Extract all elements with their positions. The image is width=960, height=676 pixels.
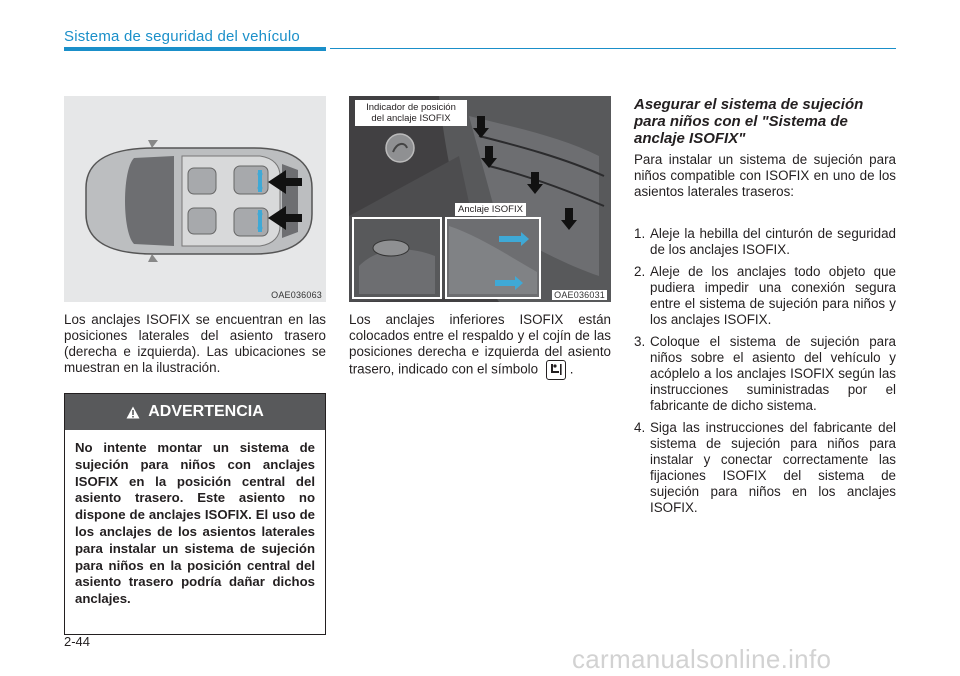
figure-code: OAE036031	[554, 290, 605, 300]
warning-triangle-icon	[126, 406, 140, 419]
header-divider	[330, 48, 896, 49]
step-number: 4.	[634, 420, 646, 435]
watermark: carmanualsonline.info	[572, 644, 832, 674]
list-item	[634, 226, 896, 258]
right-intro: Para instalar un sistema de sujeción para niños compatible con ISOFIX en uno de los asientos laterales traseros:	[634, 152, 896, 199]
list-item	[634, 264, 896, 328]
step-number: 3.	[634, 334, 646, 349]
section-title-rule	[64, 47, 326, 51]
indicator-callout-line1: Indicador de posición	[366, 102, 456, 113]
warning-box	[64, 393, 326, 635]
rear-seat-figure	[349, 96, 611, 302]
warning-title: ADVERTENCIA	[148, 403, 264, 420]
step-text: Aleje de los anclajes todo objeto que pudiera impedir una conexión segura entre el sistema de sujeción para niños y los anclajes ISOFIX.	[650, 264, 896, 327]
step-text: Coloque el sistema de sujeción para niños sobre el asiento del vehículo y acóplelo a los anclajes ISOFIX según las instrucciones suministradas por el fabricante de dicho sistema.	[650, 334, 896, 413]
middle-paragraph-end: .	[569, 361, 574, 377]
indicator-callout-line2: del anclaje ISOFIX	[371, 113, 451, 124]
middle-paragraph	[349, 312, 611, 380]
middle-paragraph-text: Los anclajes inferiores ISOFIX están colocados entre el respaldo y el cojín de las posiciones derecha e izquierda del asiento trasero, indicado con el símbolo	[349, 312, 611, 377]
step-number: 1.	[634, 226, 646, 241]
section-title: Sistema de seguridad del vehículo	[64, 28, 300, 45]
list-item	[634, 334, 896, 414]
car-top-view-figure	[64, 96, 326, 302]
page-number: 2-44	[64, 634, 91, 649]
left-paragraph: Los anclajes ISOFIX se encuentran en las posiciones laterales del asiento trasero (derecha e izquierda). Las ubicaciones se muestran en la ilustración.	[64, 312, 326, 375]
list-item	[634, 420, 896, 516]
figure-code: OAE036063	[271, 290, 322, 300]
instruction-steps	[634, 226, 896, 522]
indicator-callout	[355, 100, 467, 126]
right-section-title: Asegurar el sistema de sujeción para niños con el "Sistema de anclaje ISOFIX"	[634, 96, 864, 147]
isofix-symbol-icon	[546, 360, 566, 380]
step-text: Aleje la hebilla del cinturón de seguridad de los anclajes ISOFIX.	[650, 226, 896, 257]
rear-seat-illustration	[349, 96, 611, 302]
warning-header	[65, 394, 325, 430]
step-number: 2.	[634, 264, 646, 279]
warning-text: No intente montar un sistema de sujeción para niños con anclajes ISOFIX en la posición central del asiento trasero. Este asiento no dispone de anclajes ISOFIX. El uso de los anclajes de los asientos laterales para instalar un sistema de sujeción para niños en la posición central del asiento trasero podría dañar dichos anclajes.	[75, 440, 315, 607]
car-top-view-illustration	[64, 96, 326, 302]
step-text: Siga las instrucciones del fabricante del sistema de sujeción para niños para instalar y conectar correctamente las fijaciones ISOFIX del sistema de sujeción para niños en los anclajes ISOFIX.	[650, 420, 896, 515]
anchor-callout: Anclaje ISOFIX	[455, 203, 526, 216]
